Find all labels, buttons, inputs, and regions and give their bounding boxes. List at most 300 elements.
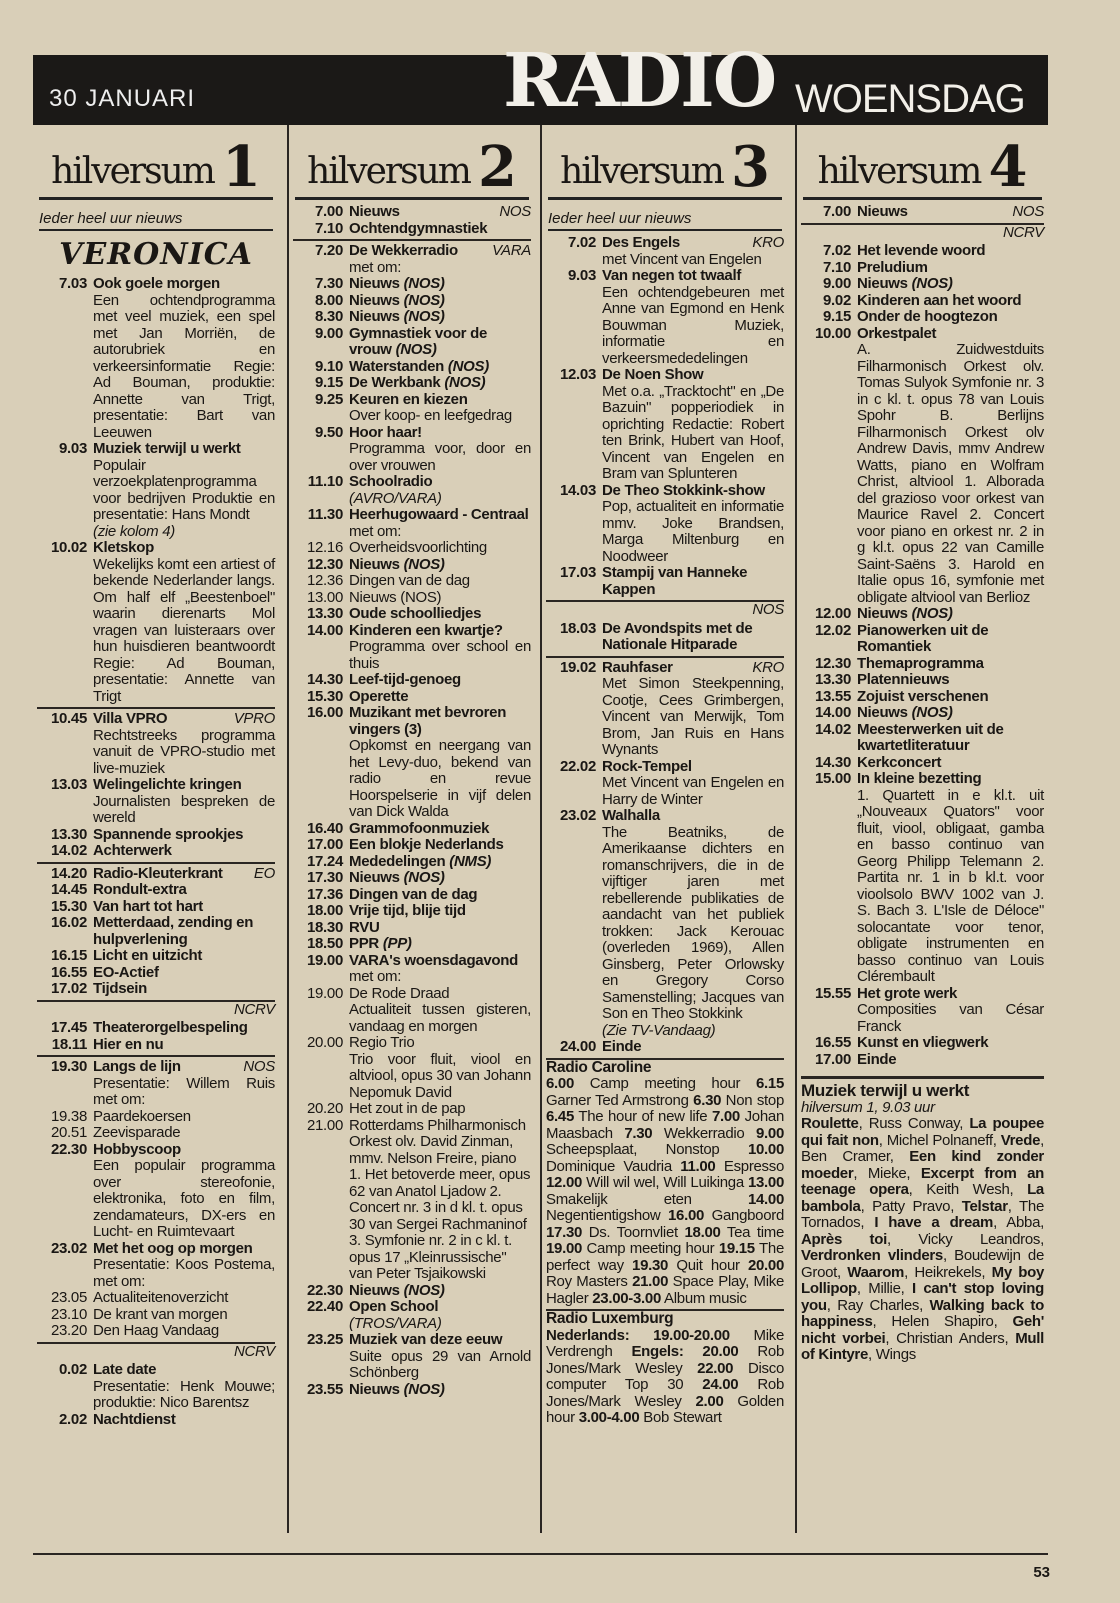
program-title-row xyxy=(349,821,531,838)
program-title-row xyxy=(857,689,1044,706)
run-text: Will wil wel, Will Luikinga xyxy=(582,1174,748,1191)
program-title: Langs de lijn xyxy=(93,1058,181,1075)
program-description: Journalisten bespreken de wereld xyxy=(93,792,275,826)
run-time: 21.00 xyxy=(632,1273,669,1290)
program-note: (AVRO/VARA) xyxy=(349,489,442,507)
program-title-row xyxy=(602,235,784,252)
run-text: Bob Stewart xyxy=(639,1409,722,1426)
run-time: 20.00 xyxy=(747,1256,784,1274)
program-time: 16.00 xyxy=(306,704,343,721)
program-title-row xyxy=(857,309,1044,326)
program-time: 18.11 xyxy=(51,1035,87,1053)
program-entry xyxy=(37,1290,275,1307)
program-title: Hier en nu xyxy=(93,1035,164,1053)
program-time: 14.30 xyxy=(306,671,343,688)
program-entry xyxy=(546,808,784,1039)
song-artist: Russ Conway xyxy=(868,1115,960,1132)
song-title: Mull of Kintyre xyxy=(801,1329,1044,1363)
program-entry xyxy=(293,606,531,623)
run-time: 2.00 xyxy=(695,1392,724,1410)
song-title: Verdronken vlinders xyxy=(801,1247,943,1264)
song-title: Vrede xyxy=(1000,1131,1041,1149)
program-entry xyxy=(293,1283,531,1300)
program-time: 10.45 xyxy=(50,710,87,727)
run-time: 6.30 xyxy=(693,1091,722,1109)
station-number: 2 xyxy=(477,134,517,200)
program-title-row xyxy=(93,965,275,982)
program-entry xyxy=(293,474,531,507)
program-entry xyxy=(801,309,1044,326)
program-time: 16.15 xyxy=(50,947,87,964)
song-artist: Michel Polnaneff xyxy=(886,1131,993,1149)
program-entry xyxy=(293,920,531,937)
program-time: 19.02 xyxy=(559,658,596,676)
program-description: Met o.a. „Tracktocht" en „De Bazuin" popperiodiek in oprichting Redactie: Robert ten Brink, Hubert van Hoof, Vincent van Engelen en Bram van Splunteren xyxy=(602,382,784,482)
program-time: 9.03 xyxy=(59,440,87,457)
program-title: Nieuws xyxy=(857,704,908,721)
program-time: 17.24 xyxy=(306,852,343,870)
program-title: Dingen van de dag xyxy=(349,885,478,903)
song-title: Walking back to happiness xyxy=(801,1296,1044,1330)
program-title: RVU xyxy=(349,918,380,936)
program-entry xyxy=(546,1039,784,1056)
program-title: Het levende woord xyxy=(857,242,986,259)
broadcaster-tag: (NOS) xyxy=(403,1281,445,1299)
program-time: 0.02 xyxy=(59,1361,87,1378)
program-title: Schoolradio xyxy=(349,473,433,490)
program-title: Nieuws xyxy=(349,869,400,886)
program-entry xyxy=(293,392,531,425)
program-description: met om: xyxy=(349,522,402,540)
program-title-row xyxy=(602,808,784,825)
program-title: Meesterwerken uit de kwartetliteratuur xyxy=(857,720,1004,754)
program-time: 17.03 xyxy=(559,564,596,581)
weekday: WOENSDAG xyxy=(795,77,1025,121)
program-entry xyxy=(293,507,531,540)
program-title-row xyxy=(857,623,1044,656)
program-title: Licht en uitzicht xyxy=(93,947,203,964)
program-title-row xyxy=(349,623,531,640)
program-time: 17.00 xyxy=(306,836,343,853)
divider xyxy=(37,862,275,864)
program-description: Opkomst en neergang van het Levy-duo, bekend van radio en revue Hoorspelserie in vijf delen van Dick Walda xyxy=(349,737,531,820)
program-title: De Rode Draad xyxy=(349,984,450,1002)
run-time: 6.15 xyxy=(756,1075,784,1092)
run-time: 19.00 xyxy=(546,1240,583,1257)
program-time: 9.03 xyxy=(568,267,596,284)
program-time: 20.00 xyxy=(306,1034,343,1051)
program-title-row xyxy=(349,590,531,607)
program-title: Hobbyscoop xyxy=(93,1140,181,1158)
program-title: Zeevisparade xyxy=(93,1124,181,1141)
program-title-row xyxy=(93,1241,275,1258)
program-title-row xyxy=(93,1109,275,1126)
program-title: Actualiteitenoverzicht xyxy=(93,1289,229,1306)
program-title-row xyxy=(93,1037,275,1054)
program-entry xyxy=(801,1035,1044,1052)
song-title: Roulette xyxy=(801,1115,859,1132)
veronica-logo: VERONICA xyxy=(59,237,253,272)
program-time: 13.30 xyxy=(50,825,87,843)
program-title-row xyxy=(857,1052,1044,1069)
program-entry xyxy=(37,948,275,965)
program-entry xyxy=(293,903,531,920)
program-title-row xyxy=(93,899,275,916)
program-description: Een ochtendprogramma met veel muziek, een spel met Jan Morriën, de autorubriek en verkeersinformatie Regie: Ad Bouman, produktie: Annette van Trigt, presentatie: Bart van Leeuwen xyxy=(93,291,275,441)
program-description: Wekelijks komt een artiest of bekende Nederlander langs. Om half elf „Beestenboel" waarin dierenarts Mol vragen van luisteraars over hun huisdieren beantwoordt Regie: Ad Bouman, presentatie: Annette van Trigt xyxy=(93,555,275,705)
run-text: Espresso xyxy=(715,1157,784,1175)
broadcaster-label: NOS xyxy=(499,203,531,220)
program-title: Rauhfaser xyxy=(602,658,673,676)
song-title: Een kind zonder moeder xyxy=(801,1148,1044,1182)
program-title-row xyxy=(857,293,1044,310)
column-header xyxy=(803,125,1042,200)
program-entry xyxy=(37,1125,275,1142)
program-description: Programma over school en thuis xyxy=(349,638,531,672)
run-text: Ds. Toornvliet xyxy=(582,1223,685,1241)
program-title-row xyxy=(349,672,531,689)
program-title: Overheidsvoorlichting xyxy=(349,539,487,556)
broadcaster-label: KRO xyxy=(752,658,784,676)
program-description: Presentatie: Koos Postema, met om: xyxy=(93,1256,275,1290)
program-time: 18.00 xyxy=(306,902,343,919)
run-time: 11.00 xyxy=(680,1157,716,1175)
run-time: 18.00 xyxy=(684,1223,721,1241)
run-time: 22.00 xyxy=(697,1359,734,1377)
program-title-row xyxy=(857,755,1044,772)
program-entry xyxy=(293,837,531,854)
program-time: 8.30 xyxy=(315,308,343,325)
program-title-row xyxy=(349,1299,531,1316)
program-entry xyxy=(546,759,784,809)
program-title: Met het oog op morgen xyxy=(93,1239,253,1257)
run-text: Camp meeting hour xyxy=(574,1075,756,1092)
program-title: Gymnastiek voor de vrouw xyxy=(349,324,487,358)
program-title-row xyxy=(349,837,531,854)
program-entry xyxy=(801,672,1044,689)
run-text: Camp meeting hour xyxy=(582,1240,719,1257)
program-title: Pianowerken uit de Romantiek xyxy=(857,621,989,655)
program-title-row xyxy=(349,854,531,871)
run-time: 10.00 xyxy=(747,1141,784,1158)
program-title: Dingen van de dag xyxy=(349,572,470,589)
program-time: 13.00 xyxy=(306,588,343,606)
program-title-row xyxy=(349,1035,531,1052)
program-time: 12.36 xyxy=(306,572,343,589)
song-title: My boy Lollipop xyxy=(801,1263,1044,1297)
program-entry xyxy=(546,367,784,483)
run-text: Scheepsplaat, Nonstop xyxy=(546,1141,748,1158)
program-title: Rotterdams Philharmonisch Orkest olv. David Zinman, mmv. Nelson Freire, piano 1. Het betoverde meer, opus 62 van Anatol Ljadow 2. Concert nr. 3 in d kl. t. opus 30 van Sergei Rachmaninof 3. Symfonie nr. 2 in c kl. t. opus 17 „Kleinrussische" van Peter Tsjaikowski xyxy=(349,1116,531,1282)
playlist-box: Muziek terwijl u werkt hilversum 1, 9.03 uur Roulette, Russ Conway, La poupee qui fait non, Michel Polnaneff, Vrede, Ben Cramer, Een kind zonder moeder, Mieke, Excerpt from an teenage opera, Keith Wesh, La bambola, Patty Pravo, Telstar, The Tornados, I have a dream, Abba, Après toi, Vicky Leandros, Verdronken vlinders, Boudewijn de Groot, Waarom, Heikrekels, My boy Lollipop, Millie, I can't stop loving you, Ray Charles, Walking back to happiness, Helen Shapiro, Geh' nicht vorbei, Christian Anders, Mull of Kintyre, Wings xyxy=(801,1076,1044,1364)
program-title-row xyxy=(349,276,531,293)
program-time: 7.10 xyxy=(315,219,343,237)
program-entry xyxy=(293,375,531,392)
broadcaster-tag: (NOS) xyxy=(911,605,953,622)
program-title-row xyxy=(93,1323,275,1340)
program-title: De Theo Stokkink-show xyxy=(602,481,765,499)
program-time: 7.30 xyxy=(315,275,343,292)
program-entry xyxy=(37,1323,275,1340)
program-time: 24.00 xyxy=(559,1038,596,1055)
program-title-row xyxy=(857,986,1044,1003)
program-description: Trio voor fluit, viool en altviool, opus 30 van Johann Nepomuk David xyxy=(349,1050,531,1101)
program-title: Hoor haar! xyxy=(349,423,422,441)
program-title: Leef-tijd-genoeg xyxy=(349,671,461,688)
program-time: 9.25 xyxy=(315,390,343,408)
column-hilversum-2 xyxy=(287,125,535,1533)
run-text: Space Play, Mike Hagler xyxy=(546,1273,784,1307)
run-text: Smakelijk eten xyxy=(546,1190,748,1208)
program-time: 12.16 xyxy=(306,539,343,556)
divider xyxy=(37,1055,275,1057)
program-title: Themaprogramma xyxy=(857,654,984,672)
program-entry xyxy=(293,1118,531,1283)
program-title: Nieuws xyxy=(349,275,400,292)
program-time: 14.45 xyxy=(50,881,87,898)
program-list xyxy=(37,276,275,1428)
program-time: 14.00 xyxy=(306,621,343,639)
program-title: De krant van morgen xyxy=(93,1305,228,1323)
program-title: Nieuws xyxy=(349,308,400,325)
program-description: met Vincent van Engelen xyxy=(602,250,762,268)
program-title: Stampij van Hanneke Kappen xyxy=(602,564,748,598)
broadcaster-tag: (NOS) xyxy=(403,291,445,309)
program-entry xyxy=(293,204,531,221)
program-title-row xyxy=(602,483,784,500)
program-title: Paardekoersen xyxy=(93,1107,191,1125)
program-time: 9.10 xyxy=(315,357,343,375)
program-description: Presentatie: Willem Ruis met om: xyxy=(93,1074,275,1108)
run-time: 6.00 xyxy=(546,1075,574,1092)
program-entry xyxy=(801,771,1044,986)
program-title: Regio Trio xyxy=(349,1034,415,1051)
program-title: De Werkbank xyxy=(349,374,441,391)
song-title: Geh' nicht vorbei xyxy=(801,1313,1044,1347)
program-title: Den Haag Vandaag xyxy=(93,1322,219,1339)
program-title-row xyxy=(349,953,531,970)
program-entry xyxy=(37,899,275,916)
song-artist: Heikrekels xyxy=(914,1263,982,1281)
station-block xyxy=(546,1309,784,1427)
program-title-row xyxy=(93,843,275,860)
program-entry xyxy=(293,276,531,293)
song-artist: Boudewijn de Groot xyxy=(801,1247,1044,1281)
program-title-row xyxy=(349,359,531,376)
program-title: Des Engels xyxy=(602,234,680,251)
program-entry xyxy=(37,827,275,844)
program-title-row xyxy=(93,1020,275,1037)
station-number: 4 xyxy=(988,134,1028,200)
program-entry xyxy=(293,821,531,838)
program-description: Presentatie: Henk Mouwe; produktie: Nico Barentsz xyxy=(93,1377,275,1411)
program-entry xyxy=(37,981,275,998)
program-entry xyxy=(293,540,531,557)
program-title: Kerkconcert xyxy=(857,753,942,771)
program-title: De Wekkerradio xyxy=(349,242,458,259)
program-title-row xyxy=(602,759,784,776)
column-header xyxy=(39,125,273,200)
column-hilversum-3 xyxy=(540,125,788,1533)
program-title-row xyxy=(349,903,531,920)
run-time: 24.00 xyxy=(702,1376,739,1393)
program-title: Open School xyxy=(349,1298,439,1315)
bottom-rule xyxy=(33,1553,1048,1555)
program-title: Nieuws xyxy=(349,1281,400,1299)
program-entry xyxy=(293,854,531,871)
run-text: Garner Ted Armstrong xyxy=(546,1091,694,1109)
program-time: 22.02 xyxy=(559,757,596,775)
program-title-row xyxy=(349,474,531,491)
program-title-row xyxy=(857,204,1044,221)
program-title: Muziek terwijl u werkt xyxy=(93,440,241,457)
program-title-row xyxy=(349,573,531,590)
program-time: 7.20 xyxy=(315,242,343,259)
program-time: 7.02 xyxy=(823,242,851,259)
program-title-row xyxy=(93,866,275,883)
program-title-row xyxy=(349,293,531,310)
program-time: 19.00 xyxy=(306,951,343,969)
program-title-row xyxy=(857,243,1044,260)
program-title: Mededelingen xyxy=(349,852,446,870)
program-title-row xyxy=(349,689,531,706)
program-title-row xyxy=(349,326,531,359)
program-time: 20.20 xyxy=(306,1100,343,1117)
run-text: Roy Masters xyxy=(546,1273,633,1290)
program-title-row xyxy=(93,1307,275,1324)
program-time: 16.55 xyxy=(50,963,87,981)
program-time: 14.00 xyxy=(814,704,851,721)
program-time: 14.02 xyxy=(814,720,851,738)
song-title: La poupee qui fait non xyxy=(801,1115,1044,1149)
program-description: The Beatniks, de Amerikaanse dichters en romanschrijvers, die in de vijftiger jaren met rebellerende publikaties de aandacht van het publiek trokken: Jack Kerouac (overleden 1969), Allen Ginsberg, Peter Orlowsky en Gregory Corso Samenstelling; Jacques van Son en Theo Stokkink xyxy=(602,823,784,1022)
program-title: Een blokje Nederlands xyxy=(349,836,504,853)
box-subtitle: hilversum 1, 9.03 uur xyxy=(801,1098,935,1116)
program-entry xyxy=(293,953,531,986)
station-name: hilversum xyxy=(307,151,470,192)
program-title: Achterwerk xyxy=(93,842,172,859)
program-title: Muziek van deze eeuw xyxy=(349,1331,503,1348)
broadcaster-tag: (PP) xyxy=(382,935,412,952)
program-title: Kletskop xyxy=(93,539,154,556)
program-title: Ook goele morgen xyxy=(93,275,220,292)
run-time: 16.00 xyxy=(668,1207,705,1224)
program-entry xyxy=(801,276,1044,293)
program-title: Het grote werk xyxy=(857,984,957,1002)
song-artist: Ben Cramer xyxy=(801,1148,890,1165)
program-note: (zie kolom 4) xyxy=(93,522,175,540)
program-entry xyxy=(293,590,531,607)
song-title: Waarom xyxy=(847,1263,905,1281)
program-title: Nieuws xyxy=(857,605,908,622)
program-title: Operette xyxy=(349,687,409,705)
program-title: Preludium xyxy=(857,258,928,276)
program-time: 7.00 xyxy=(823,203,851,220)
program-title-row xyxy=(602,565,784,598)
program-entry xyxy=(801,204,1044,221)
program-time: 10.02 xyxy=(50,539,87,556)
broadcaster-tag: (NOS) xyxy=(911,275,953,292)
program-title-row xyxy=(93,981,275,998)
run-time: 23.00-3.00 xyxy=(592,1289,661,1307)
program-title-row xyxy=(93,827,275,844)
program-title: Walhalla xyxy=(602,807,660,824)
broadcaster-label: NCRV xyxy=(233,1000,275,1018)
song-artist: Keith Wesh xyxy=(926,1181,1010,1198)
program-time: 18.03 xyxy=(559,619,596,637)
run-time: 13.00 xyxy=(747,1174,784,1191)
song-artist: Millie xyxy=(868,1280,901,1297)
run-time: Nederlands: 19.00-20.00 xyxy=(546,1326,730,1344)
program-title-row xyxy=(349,375,531,392)
broadcaster-tag: (NOS) xyxy=(403,275,445,292)
news-note: Ieder heel uur nieuws xyxy=(39,210,273,231)
program-title: Nieuws xyxy=(857,203,908,220)
program-title-row xyxy=(349,1382,531,1399)
program-time: 11.30 xyxy=(307,506,343,523)
run-text: Album music xyxy=(661,1289,747,1307)
broadcaster-label: EO xyxy=(253,864,275,882)
program-time: 17.36 xyxy=(306,885,343,903)
program-title-row xyxy=(93,276,275,293)
program-entry xyxy=(293,1299,531,1332)
program-time: 17.30 xyxy=(306,869,343,886)
song-title: Après toi xyxy=(801,1230,887,1248)
program-title: Radio-Kleuterkrant xyxy=(93,864,223,882)
program-time: 7.02 xyxy=(568,234,596,251)
program-title-row xyxy=(349,1101,531,1118)
run-text: Mike Verdrengh xyxy=(546,1326,784,1360)
program-title-row xyxy=(349,606,531,623)
program-title-row xyxy=(349,425,531,442)
program-description: met om: xyxy=(349,258,402,276)
run-text: The perfect way xyxy=(546,1240,784,1274)
program-time: 13.03 xyxy=(50,776,87,793)
broadcaster-tag: (NOS) xyxy=(403,308,445,325)
program-time: 12.03 xyxy=(559,366,596,383)
program-title-row xyxy=(349,507,531,524)
program-time: 9.00 xyxy=(315,324,343,342)
program-description: Actualiteit tussen gisteren, vandaag en morgen xyxy=(349,1001,531,1035)
divider xyxy=(546,656,784,658)
program-title-row xyxy=(349,204,531,221)
program-title: In kleine bezetting xyxy=(857,770,982,787)
program-description: A. Zuidwestduits Filharmonisch Orkest olv. Tomas Sulyok Symfonie nr. 3 in c kl. t. opus 78 van Louis Spohr B. Berlijns Filharmonisch Orkest olv Andrew Davis, mmv Andrew Watts, piano en Wolfram Christ, altviool 1. Alborada del grazioso voor orkest van Maurice Ravel 2. Concert voor piano en orkest nr. 2 in g kl.t. opus 22 van Camille Saint-Saëns 3. Harold en Italie opus 16, symfonie met obligate altviool van Berlioz xyxy=(857,341,1044,606)
program-time: 15.30 xyxy=(50,897,87,915)
program-entry xyxy=(293,359,531,376)
program-entry xyxy=(801,722,1044,755)
program-title: EO-Actief xyxy=(93,963,159,981)
block-title: Radio Luxemburg xyxy=(546,1310,674,1327)
program-title: Welingelichte kringen xyxy=(93,776,242,793)
program-entry xyxy=(293,986,531,1036)
program-entry xyxy=(293,705,531,821)
program-title: Platennieuws xyxy=(857,671,950,688)
program-title-row xyxy=(602,1039,784,1056)
program-entry xyxy=(293,1382,531,1399)
program-entry xyxy=(37,1412,275,1429)
program-title-row xyxy=(93,441,275,458)
program-note: (Zie TV-Vandaag) xyxy=(602,1021,716,1039)
program-title-row xyxy=(857,672,1044,689)
program-title-row xyxy=(93,777,275,794)
run-text: Tea time xyxy=(720,1223,784,1241)
run-time: Engels: 20.00 xyxy=(631,1343,739,1360)
program-time: 15.00 xyxy=(814,770,851,787)
program-title-row xyxy=(602,367,784,384)
run-time: 14.00 xyxy=(747,1190,784,1208)
song-artist: Ray Charles xyxy=(837,1296,920,1314)
